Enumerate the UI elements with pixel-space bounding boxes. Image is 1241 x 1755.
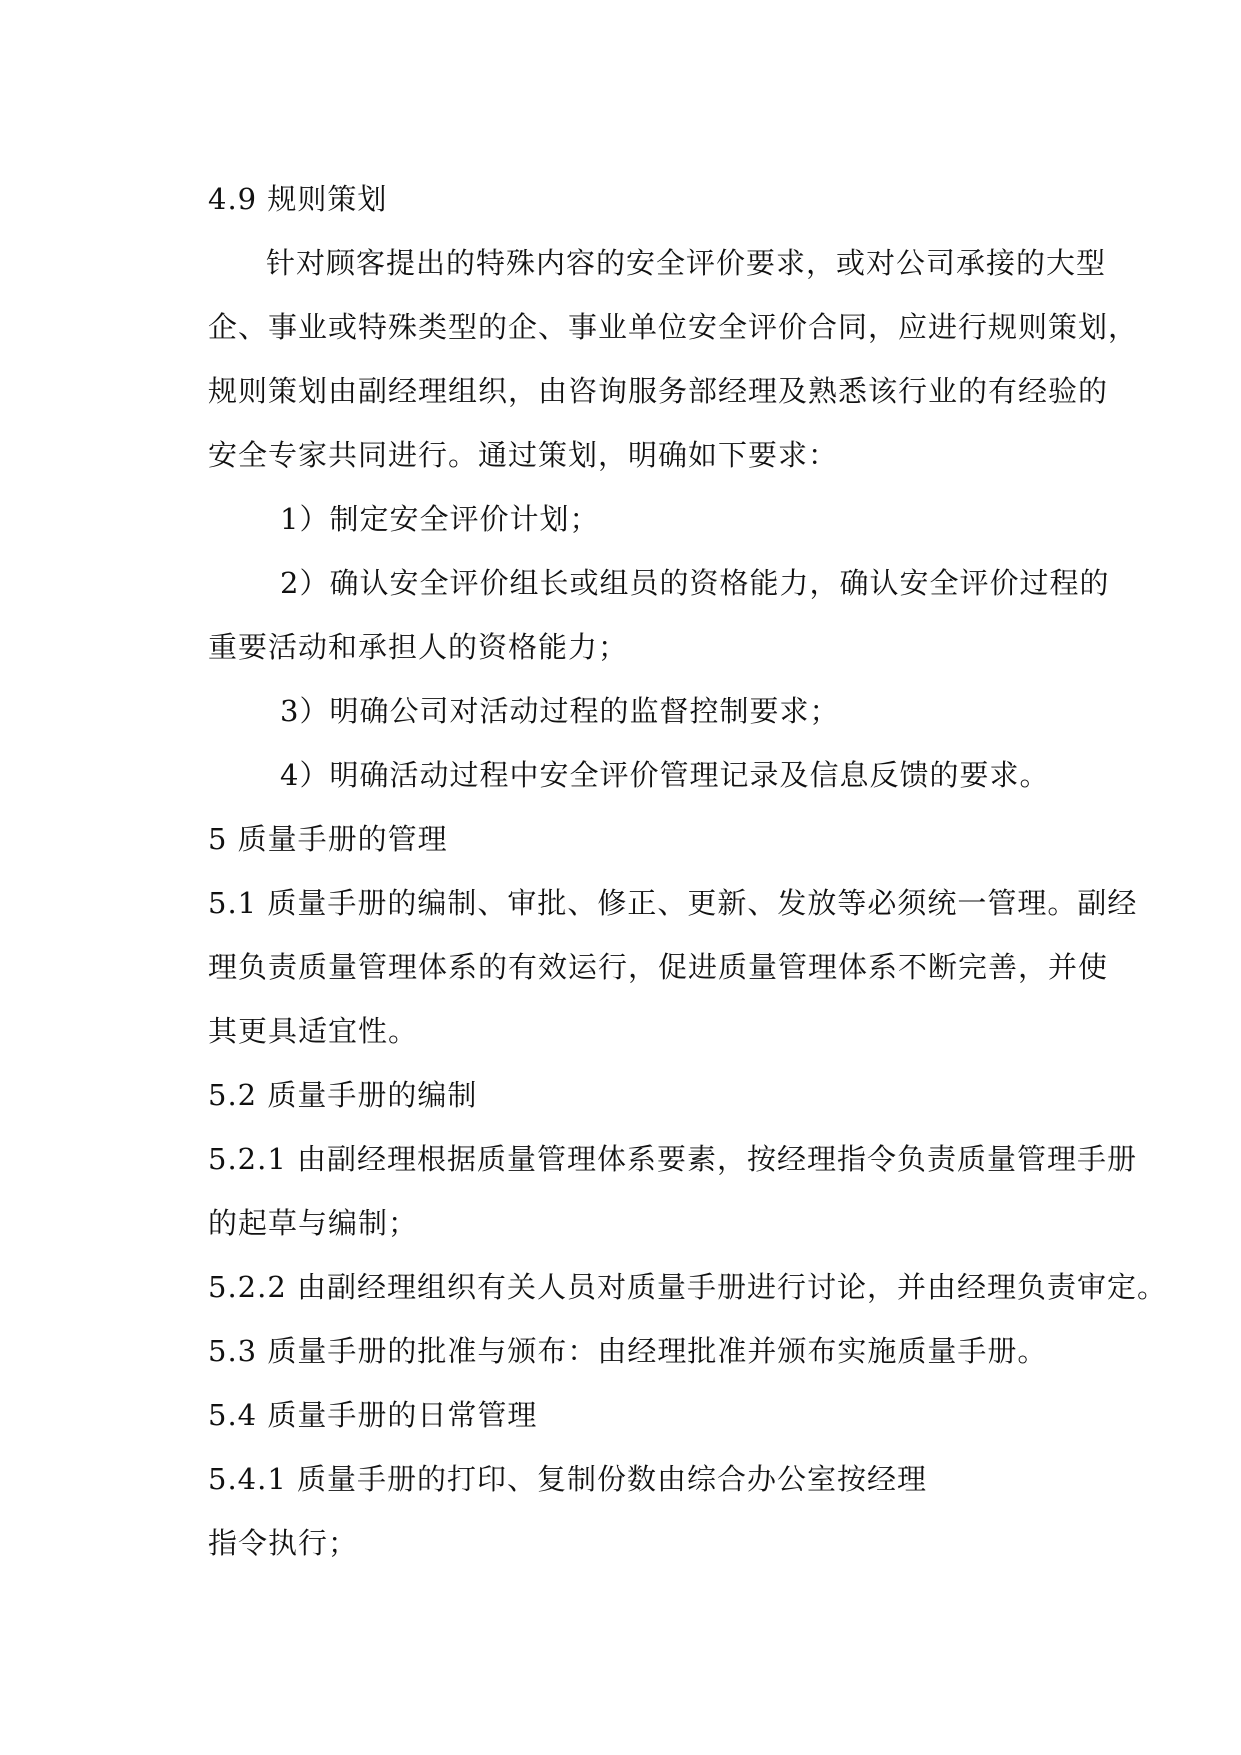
list-item-4: 4）明确活动过程中安全评价管理记录及信息反馈的要求。 (280, 758, 1050, 792)
list-item-2: 2）确认安全评价组长或组员的资格能力，确认安全评价过程的 (280, 566, 1110, 600)
paragraph-line: 安全专家共同进行。通过策划，明确如下要求： (208, 438, 839, 472)
paragraph-line: 针对顾客提出的特殊内容的安全评价要求，或对公司承接的大型 (266, 246, 1107, 280)
section-heading-5: 5 质量手册的管理 (208, 822, 448, 856)
paragraph-line: 的起草与编制； (208, 1206, 419, 1240)
list-item-1: 1）制定安全评价计划； (280, 502, 600, 536)
paragraph-line: 规则策划由副经理组织，由咨询服务部经理及熟悉该行业的有经验的 (208, 374, 1109, 408)
list-item-3: 3）明确公司对活动过程的监督控制要求； (280, 694, 840, 728)
list-item-2-continued: 重要活动和承担人的资格能力； (208, 630, 629, 664)
section-heading-5-4: 5.4 质量手册的日常管理 (208, 1398, 538, 1432)
paragraph-line: 5.2.1 由副经理根据质量管理体系要素，按经理指令负责质量管理手册 (208, 1142, 1138, 1176)
section-heading-5-2: 5.2 质量手册的编制 (208, 1078, 478, 1112)
paragraph-line: 5.2.2 由副经理组织有关人员对质量手册进行讨论，并由经理负责审定。 (208, 1270, 1168, 1304)
paragraph-line: 指令执行； (208, 1526, 359, 1560)
paragraph-line: 企、事业或特殊类型的企、事业单位安全评价合同，应进行规则策划， (208, 310, 1139, 344)
paragraph-line: 5.3 质量手册的批准与颁布：由经理批准并颁布实施质量手册。 (208, 1334, 1048, 1368)
paragraph-line: 5.4.1 质量手册的打印、复制份数由综合办公室按经理 (208, 1462, 928, 1496)
paragraph-line: 理负责质量管理体系的有效运行，促进质量管理体系不断完善，并使 (208, 950, 1109, 984)
paragraph-line: 其更具适宜性。 (208, 1014, 419, 1048)
paragraph-line: 5.1 质量手册的编制、审批、修正、更新、发放等必须统一管理。副经 (208, 886, 1138, 920)
section-heading-4-9: 4.9 规则策划 (208, 182, 388, 216)
document-body (208, 167, 1168, 1575)
